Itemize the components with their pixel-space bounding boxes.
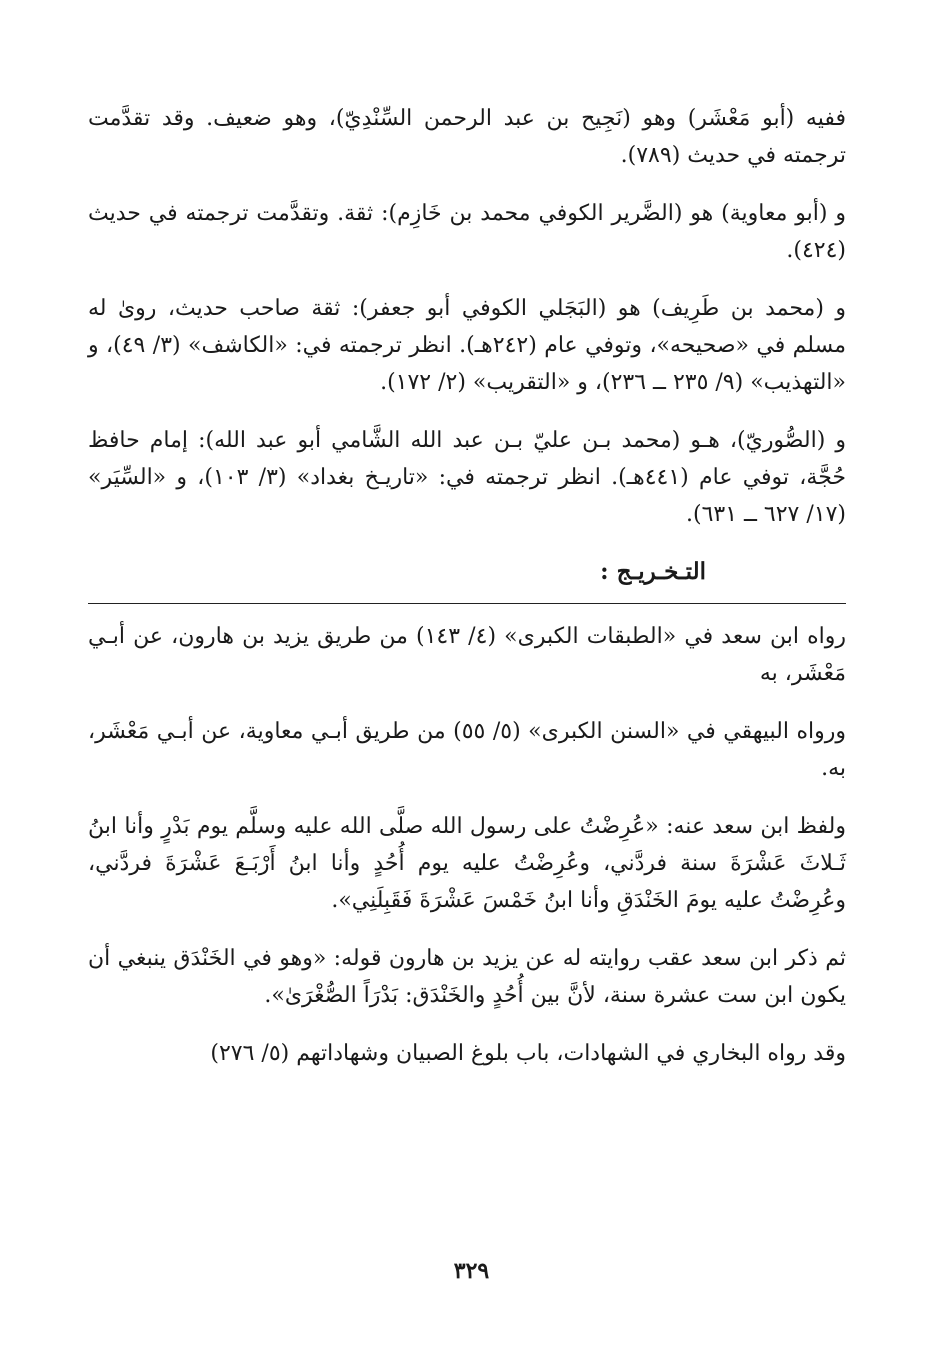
paragraph-abu-mashar: ففيه (أبو مَعْشَر) وهو (نَجِيح بن عبد الرحمن السِّنْدِيّ)، وهو ضعيف. وقد تقدَّمت ترجمته في حديث (٧٨٩).	[88, 106, 846, 168]
page-number: ٣٢٩	[453, 1258, 490, 1284]
paragraph-muhammad-ibn-tarif: و (محمد بن طَرِيف) هو (البَجَلي الكوفي أبو جعفر): ثقة صاحب حديث، روىٰ له مسلم في «صحيحه»، وتوفي عام (٢٤٢هـ). انظر ترجمته في: «الكاشف» (٣/ ٤٩)، و «التهذيب» (٩/ ٢٣٥ ــ ٢٣٦)، و «التقريب» (٢/ ١٧٢).	[88, 296, 846, 395]
paragraph-bukhari: وقد رواه البخاري في الشهادات، باب بلوغ الصبيان وشهاداتهم (٥/ ٢٧٦)	[210, 1041, 846, 1066]
paragraph-ibn-saad-wording: ولفظ ابن سعد عنه: «عُرِضْتُ على رسول الله صلَّى الله عليه وسلَّم يوم بَدْرٍ وأنا ابنُ ثَـلاثَ عَشْرَةَ سنة فردَّني، وعُرِضْتُ عليه يوم أُحُدٍ وأنا ابنُ أَرْبَـعَ عَشْرَةَ فردَّني، وعُرِضْتُ عليه يومَ الخَنْدَقِ وأنا ابنُ خَمْسَ عَشْرَةَ فَقَبِلَنِي».	[88, 814, 846, 913]
paragraph-al-suri: و (الصُّوريّ)، هـو (محمد بـن عليّ بـن عبد الله الشَّامي أبو عبد الله): إمام حافظ حُجَّة، توفي عام (٤٤١هـ). انظر ترجمته في: «تاريـخ بغداد» (٣/ ١٠٣)، و «السِّيَر» (١٧/ ٦٢٧ ــ ٦٣١).	[88, 428, 846, 527]
paragraph-ibn-saad-comment: ثم ذكر ابن سعد عقب روايته له عن يزيد بن هارون قوله: «وهو في الخَنْدَق ينبغي أن يكون ابن ست عشرة سنة، لأنَّ بين أُحُدٍ والخَنْدَق: بَدْرَاً الصُّغْرَىٰ».	[88, 946, 846, 1008]
paragraph-ibn-saad: رواه ابن سعد في «الطبقات الكبرى» (٤/ ١٤٣) من طريق يزيد بن هارون، عن أبـي مَعْشَر، به	[88, 624, 846, 686]
heading-divider	[88, 603, 846, 604]
paragraph-bayhaqi: ورواه البيهقي في «السنن الكبرى» (٥/ ٥٥) من طريق أبـي معاوية، عن أبـي مَعْشَر، به.	[88, 719, 846, 781]
section-heading-takhrij: التـخـريـج :	[600, 558, 706, 585]
document-page	[88, 100, 846, 1093]
paragraph-abu-muawiya: و (أبو معاوية) هو (الضَّرير الكوفي محمد بن خَازِم): ثقة. وتقدَّمت ترجمته في حديث (٤٢٤).	[88, 201, 846, 263]
